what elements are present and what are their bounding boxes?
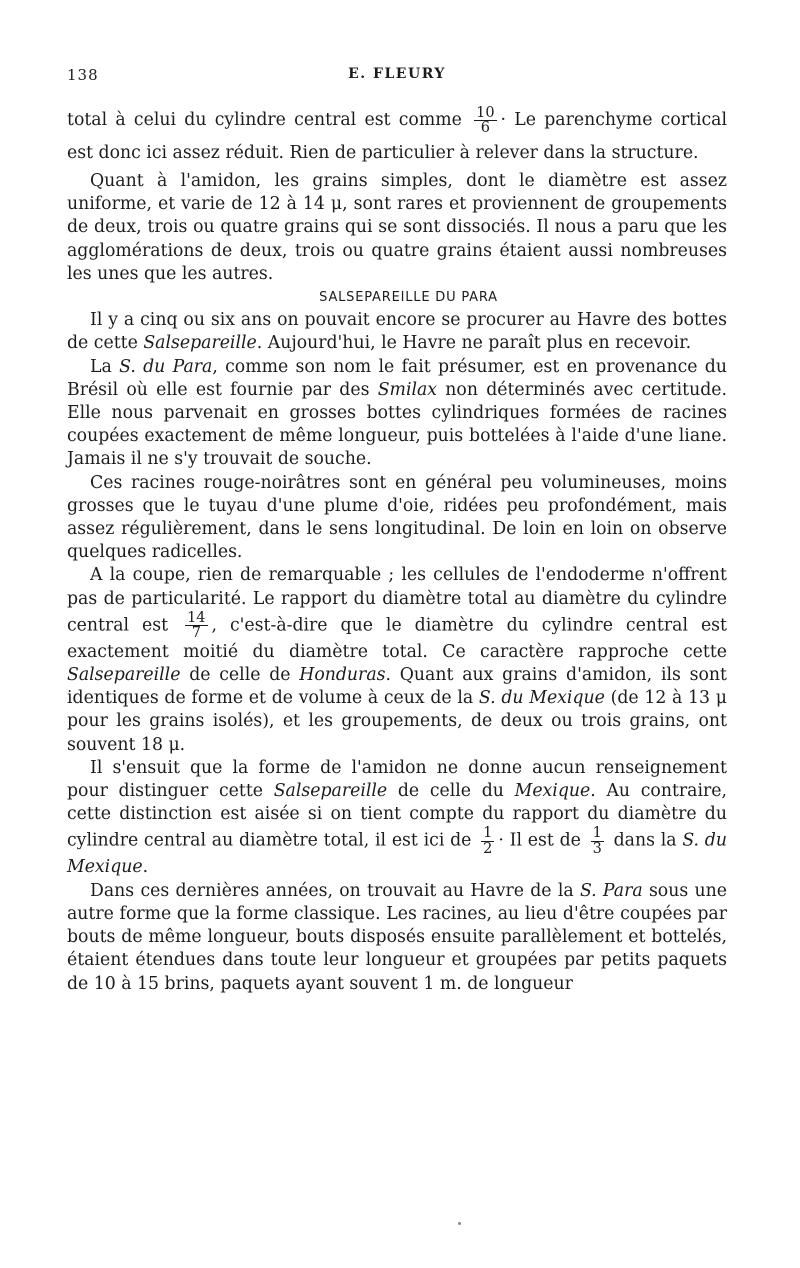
page-number: 138	[67, 66, 99, 84]
text: . Aujourd'hui, le Havre ne paraît plus en recevoir.	[256, 333, 692, 354]
text: Il y a cinq ou six ans on pouvait encore se procurer au Havre des bottes de cette	[67, 310, 727, 354]
fraction-numerator: 10	[476, 104, 495, 121]
text: La	[90, 356, 120, 377]
paragraph-4	[67, 356, 727, 472]
text: .	[142, 857, 149, 878]
paragraph-5: Ces racines rouge-noirâtres sont en général peu volumineuses, moins grosses que le tuyau d'une plume d'oie, ridées peu profondément, mais assez régulièrement, dans le sens longitudinal. De loin en loin on observe quelques radicelles.	[67, 472, 727, 563]
text: · Le parenchyme cortical est donc ici assez réduit. Rien de particulier à relever dans la structure.	[67, 110, 727, 163]
text: Il s'ensuit que la forme de l'amidon ne donne aucun renseignement pour distinguer cette	[67, 757, 727, 802]
text: sous une autre forme que la forme classique. Les racines, au lieu d'être coupées par bouts de même longueur, bouts disposés ensuite parallèlement et bottelés, étaient étendues dans toute leur longueur et groupées par petits paquets de 10 à 15 brins, paquets ayant souvent 1 m. de longueur	[67, 880, 727, 994]
italic-text: Salsepareille	[143, 333, 257, 354]
fraction-1-2	[481, 826, 494, 856]
paragraph-8	[67, 880, 727, 996]
paragraph-1	[67, 104, 727, 170]
italic-text: Salsepareille	[67, 665, 181, 686]
italic-text: S. du Para	[119, 356, 213, 377]
text: (de 12 à 13 μ pour les grains isolés), et les groupements, de deux ou trois grains, ont souvent 18 μ.	[67, 688, 727, 755]
paragraph-2: Quant à l'amidon, les grains simples, dont le diamètre est assez uniforme, et varie de 12 à 14 μ, sont rares et proviennent de groupements de deux, trois ou quatre grains qui se sont dissociés. Il nous a paru que les agglomérations de deux, trois ou quatre grains étaient aussi nombreuses les unes que les autres.	[67, 171, 727, 284]
page-speck	[458, 1222, 461, 1225]
fraction-denominator: 2	[483, 840, 493, 857]
text: , comme son nom le fait présumer, est en provenance du Brésil où elle est fournie par des	[67, 356, 727, 400]
running-head: E. FLEURY	[348, 66, 446, 82]
italic-text: S. du Mexique	[478, 688, 605, 709]
italic-text: S. du Mexique	[67, 830, 727, 878]
italic-text: Honduras	[299, 665, 386, 686]
text: total à celui du cylindre central est comme	[67, 110, 471, 130]
fraction-denominator: 3	[592, 840, 602, 857]
italic-text: S. Para	[579, 880, 643, 901]
paragraph-3	[67, 309, 727, 355]
text: , c'est-à-dire que le diamètre du cylindre central est exactement moitié du diamètre total. Ce caractère rapproche cette	[67, 615, 727, 662]
fraction-denominator: 6	[480, 120, 490, 136]
text: Dans ces dernières années, on trouvait au Havre de la	[90, 880, 580, 901]
text: non déterminés avec certitude. Elle nous parvenait en grosses bottes cylindriques formées de racines coupées exactement de même longueur, puis bottelées à l'aide d'une liane. Jamais il ne s'y trouvait de souche.	[67, 379, 727, 470]
paragraph-6	[67, 564, 727, 756]
italic-text: Smilax	[377, 379, 438, 400]
fraction-14-7	[185, 611, 207, 641]
text: de celle de	[180, 665, 300, 686]
text: dans la	[607, 830, 683, 851]
fraction-numerator: 1	[592, 825, 602, 842]
page-body	[67, 104, 727, 996]
fraction-10-6	[474, 106, 496, 136]
italic-text: Salsepareille	[273, 781, 388, 802]
page-header	[67, 60, 727, 84]
text: . Au contraire, cette distinction est aisée si on tient compte du rapport du diamètre du cylindre central au diamètre total, il est ici de	[67, 781, 727, 851]
text: . Quant aux grains d'amidon, ils sont identiques de forme et de volume à ceux de la	[67, 665, 727, 709]
italic-text: Mexique	[514, 781, 591, 802]
paragraph-7	[67, 757, 727, 880]
section-title: SALSEPAREILLE DU PARA	[319, 290, 498, 306]
fraction-denominator: 7	[191, 625, 201, 642]
text: A la coupe, rien de remarquable ; les cellules de l'endoderme n'offrent pas de particularité. Le rapport du diamètre total au diamètre du cylindre central est	[67, 565, 727, 636]
text: de celle du	[387, 781, 515, 802]
fraction-numerator: 14	[187, 609, 206, 626]
fraction-1-3	[591, 826, 604, 856]
text: · Il est de	[498, 830, 587, 851]
fraction-numerator: 1	[483, 825, 493, 842]
